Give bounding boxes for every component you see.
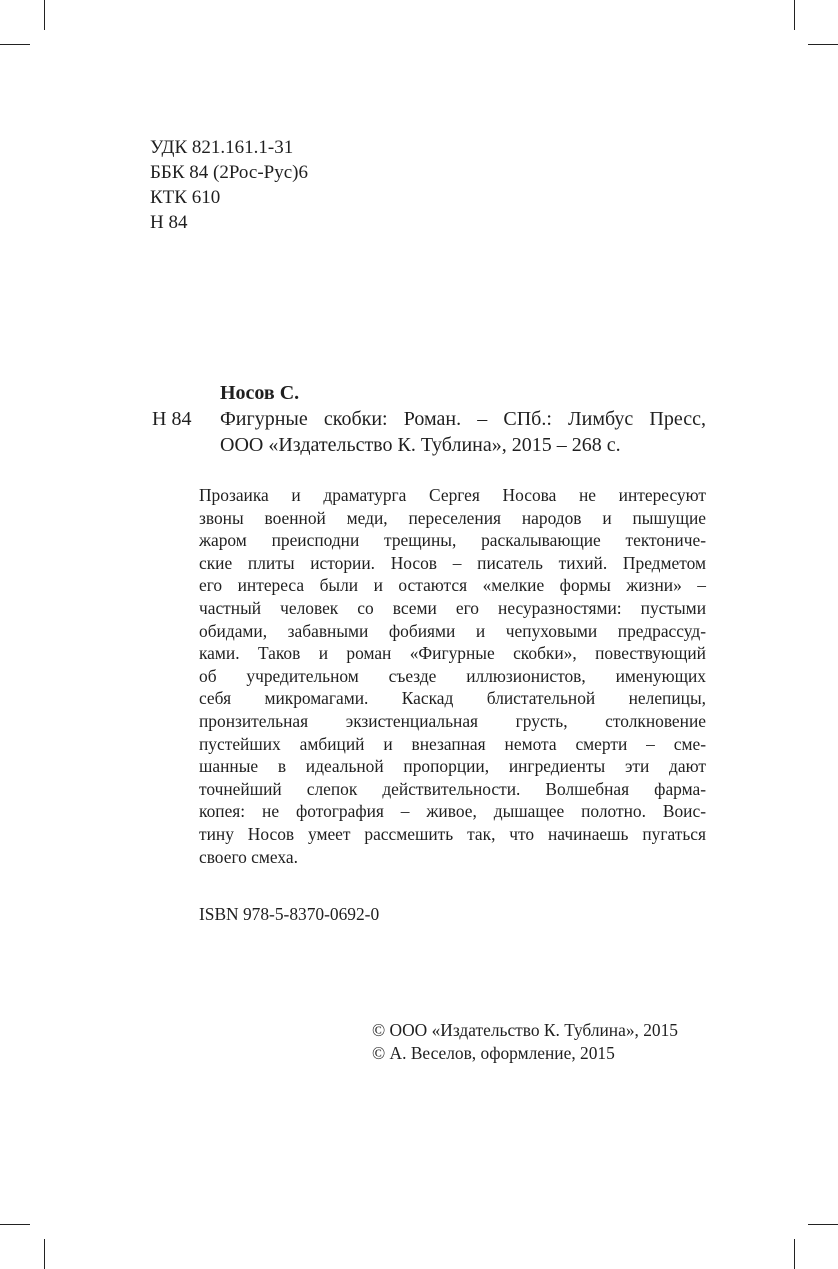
- annotation-line: обидами, забавными фобиями и чепуховыми предрассуд-: [199, 620, 706, 641]
- udk-code: УДК 821.161.1-31: [150, 137, 294, 158]
- crop-mark-bottom-left-vertical: [44, 1239, 45, 1269]
- crop-mark-bottom-right-horizontal: [808, 1224, 838, 1225]
- annotation-line: пронзительная экзистенциальная грусть, столкновение: [199, 710, 706, 731]
- annotation-line: ками. Таков и роман «Фигурные скобки», повествующий: [199, 643, 706, 664]
- crop-mark-bottom-right-vertical: [794, 1239, 795, 1269]
- isbn: ISBN 978-5-8370-0692-0: [199, 904, 380, 924]
- crop-mark-top-left-horizontal: [0, 44, 30, 45]
- annotation-line: своего смеха.: [199, 846, 298, 867]
- crop-mark-top-right-vertical: [794, 0, 795, 30]
- annotation-line: звоны военной меди, переселения народов и пышущие: [199, 507, 706, 528]
- annotation-line: ские плиты истории. Носов – писатель тихий. Предметом: [199, 552, 706, 573]
- annotation-paragraph: [199, 484, 706, 868]
- catalog-code: Н 84: [152, 408, 192, 430]
- classification-codes: [150, 135, 308, 235]
- annotation-line: тину Носов умеет рассмешить так, что начинаешь пугаться: [199, 823, 706, 844]
- author-name: Носов С.: [220, 382, 300, 404]
- annotation-line: частный человек со всеми его несуразностями: пустыми: [199, 597, 706, 618]
- copyright-block: [372, 1019, 678, 1065]
- annotation-line: пустейших амбиций и внезапная немота смерти – сме-: [199, 733, 706, 754]
- bbk-code: ББК 84 (2Рос-Рус)6: [150, 162, 308, 183]
- ktk-code: КТК 610: [150, 187, 221, 208]
- crop-mark-top-right-horizontal: [808, 44, 838, 45]
- annotation-line: об учредительном съезде иллюзионистов, именующих: [199, 665, 706, 686]
- annotation-line: шанные в идеальной пропорции, ингредиенты эти дают: [199, 756, 706, 777]
- author-mark-code: Н 84: [150, 212, 188, 233]
- copyright-line: © ООО «Издательство К. Тублина», 2015: [372, 1020, 679, 1040]
- annotation-line: его интереса были и остаются «мелкие формы жизни» –: [199, 575, 706, 596]
- copyright-line: © А. Веселов, оформление, 2015: [372, 1043, 615, 1063]
- annotation-line: точнейший слепок действительности. Волшебная фарма-: [199, 778, 706, 799]
- annotation-line: жаром преисподни трещины, раскалывающие тектониче-: [199, 530, 706, 551]
- crop-mark-bottom-left-horizontal: [0, 1224, 30, 1225]
- annotation-line: Прозаика и драматурга Сергея Носова не интересуют: [199, 485, 706, 505]
- bib-line: Фигурные скобки: Роман. – СПб.: Лимбус Пресс,: [220, 408, 706, 430]
- annotation-line: копея: не фотография – живое, дышащее полотно. Воис-: [199, 801, 706, 822]
- annotation-line: себя микромагами. Каскад блистательной нелепицы,: [199, 688, 706, 709]
- crop-mark-top-left-vertical: [44, 0, 45, 30]
- bibliographic-description: [220, 406, 706, 458]
- bib-line: ООО «Издательство К. Тублина», 2015 – 268 с.: [220, 434, 621, 456]
